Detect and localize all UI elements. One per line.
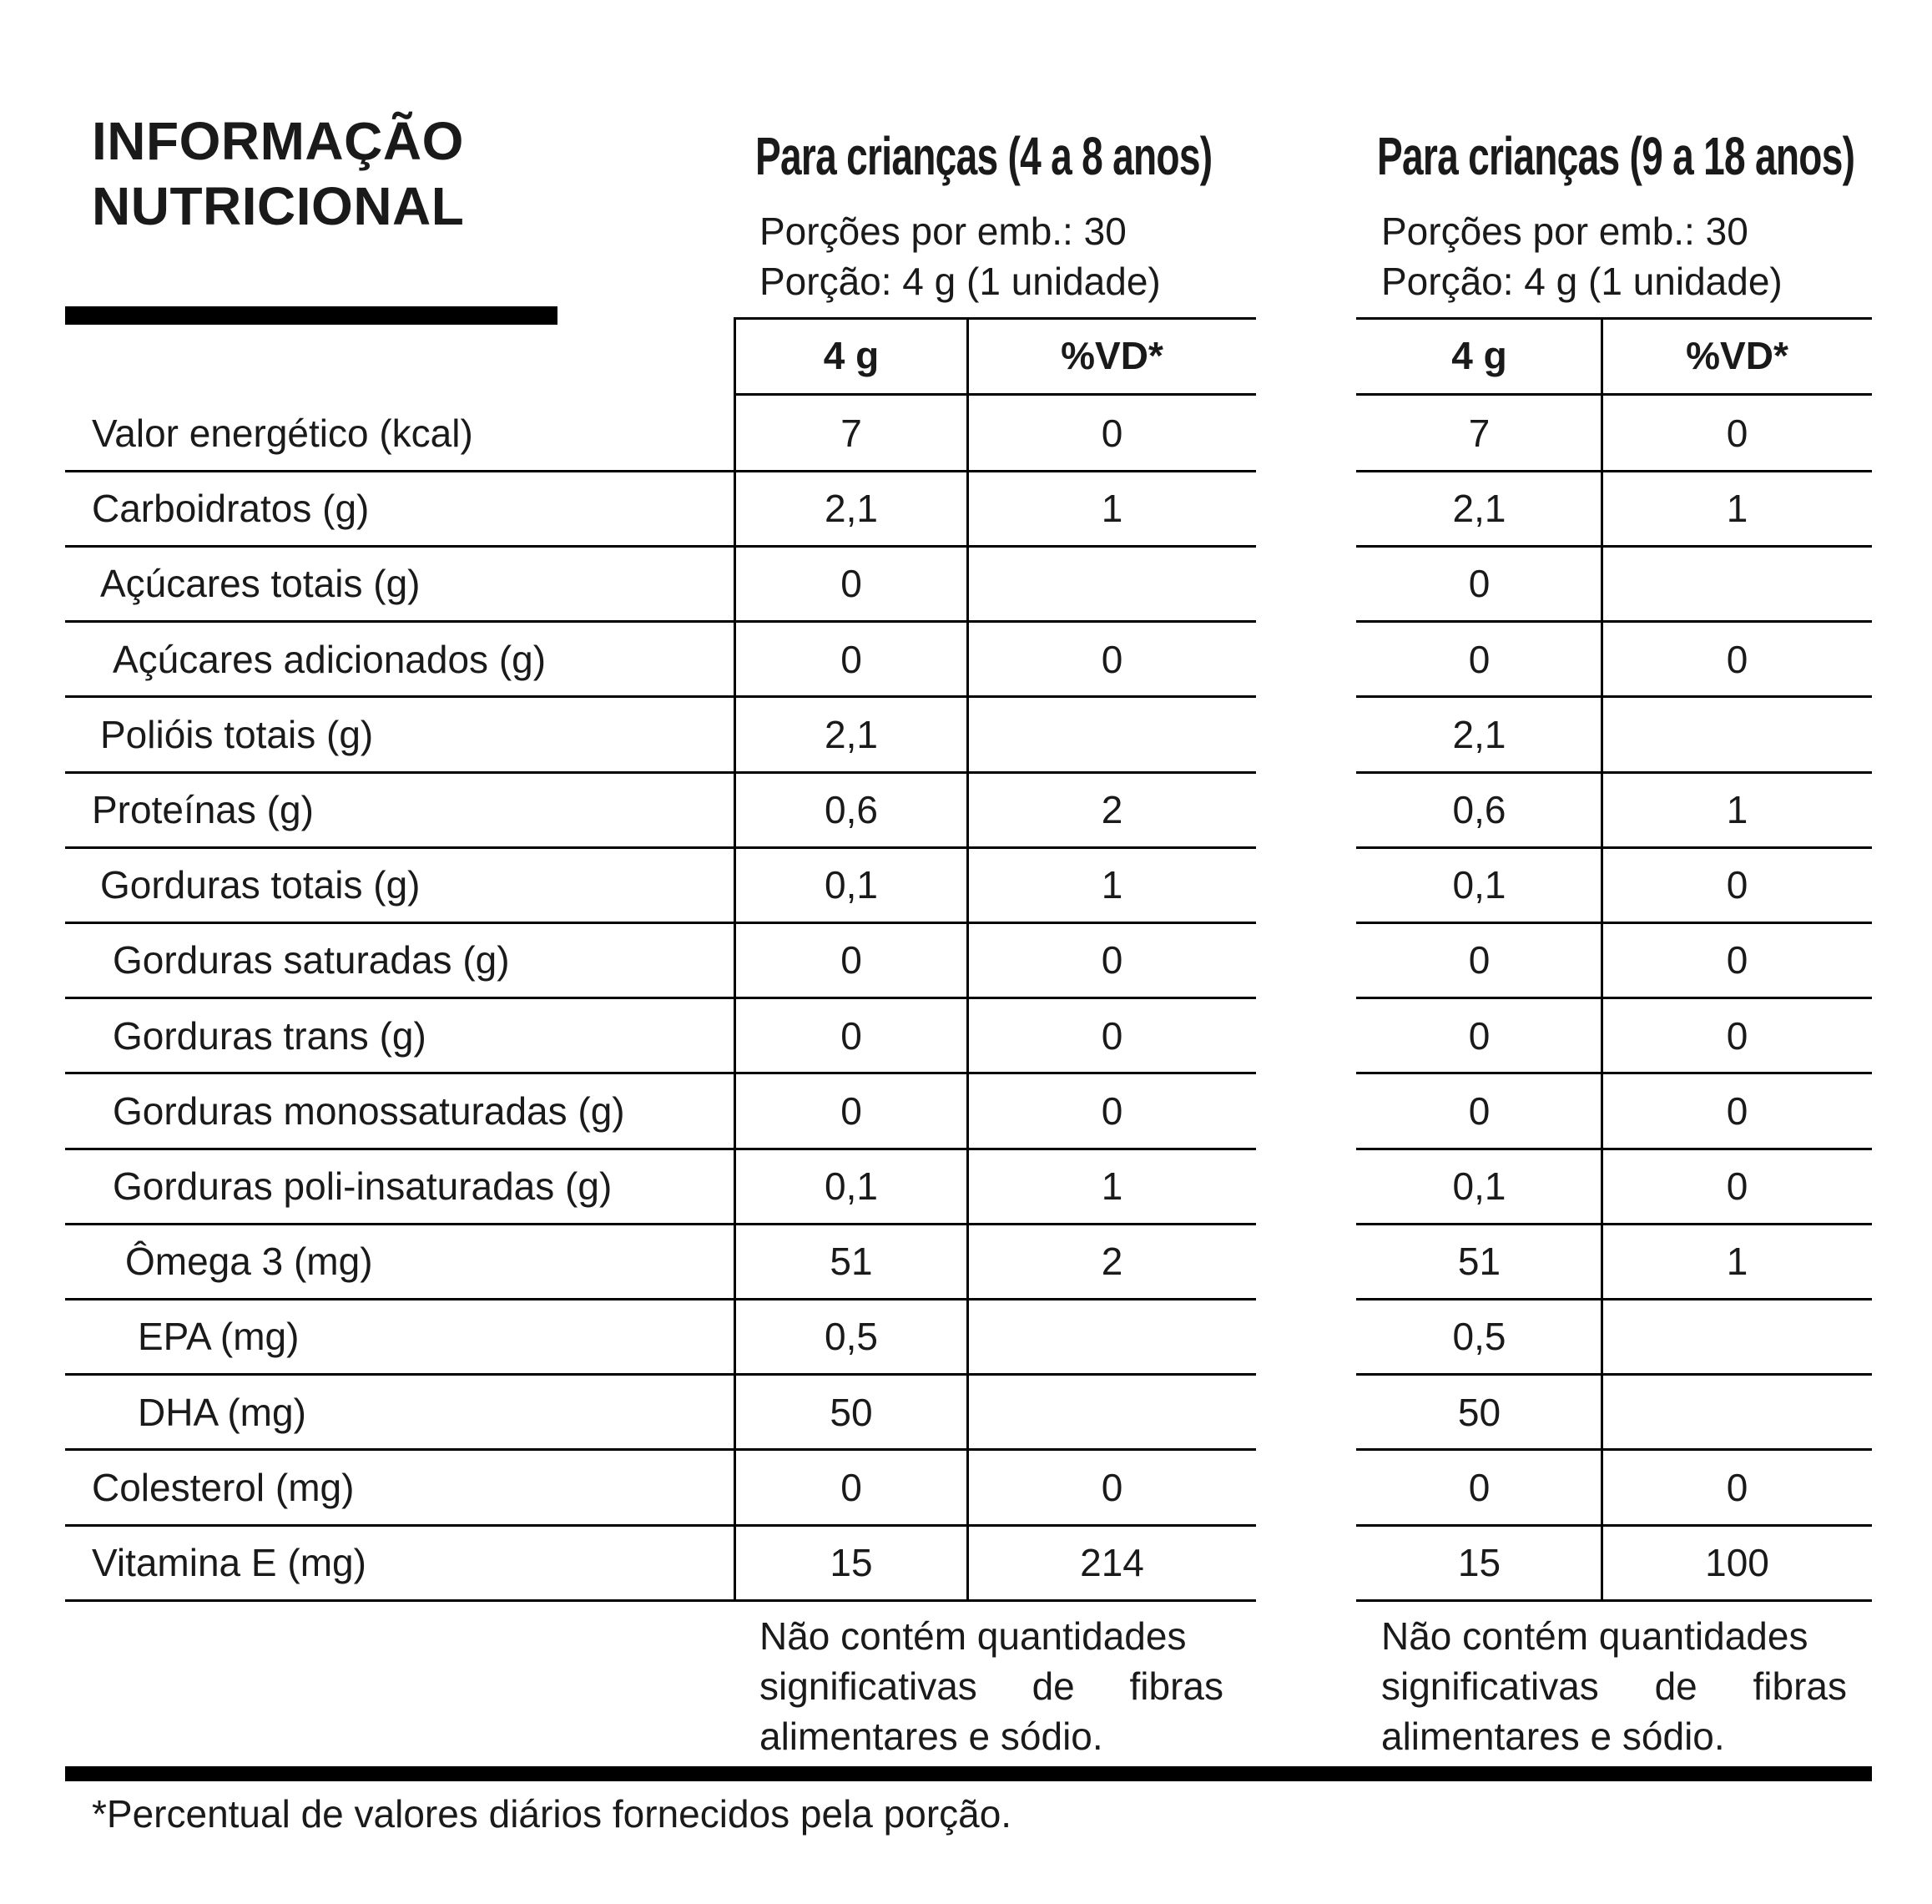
footnote: *Percentual de valores diários fornecidos pela porção.	[92, 1792, 1012, 1836]
dv-9-18	[1602, 1375, 1872, 1450]
nutrient-label: EPA (mg)	[138, 1315, 300, 1359]
title-underline-bar	[65, 306, 557, 325]
page-title	[92, 109, 464, 239]
dv-9-18: 100	[1705, 1541, 1769, 1585]
col-header-dv-4-8: %VD*	[1061, 334, 1163, 377]
amount-9-18: 0,1	[1452, 1164, 1506, 1209]
amount-9-18: 0,6	[1452, 788, 1506, 832]
dv-9-18: 0	[1726, 1013, 1748, 1058]
dv-4-8: 0	[1101, 1013, 1123, 1058]
amount-9-18: 2,1	[1452, 487, 1506, 531]
amount-4-8: 15	[830, 1541, 873, 1585]
note-9-18-line-3: alimentares e sódio.	[1381, 1715, 1725, 1758]
nutrient-label: Açúcares totais (g)	[100, 562, 421, 606]
amount-9-18: 7	[1468, 412, 1491, 456]
nutrient-label: Proteínas (g)	[92, 788, 314, 832]
portions-per-package-9-18: Porções por emb.: 30	[1381, 210, 1748, 253]
dv-9-18: 0	[1726, 938, 1748, 982]
note-4-8-line-2	[759, 1661, 1223, 1711]
amount-4-8: 2,1	[825, 487, 878, 531]
dv-9-18: 0	[1726, 1465, 1748, 1509]
amount-4-8: 0,5	[825, 1315, 878, 1359]
table-top-line-9-18	[1356, 317, 1872, 320]
group-heading-4-8: Para crianças (4 a 8 anos)	[755, 126, 1213, 186]
dv-9-18: 0	[1726, 637, 1748, 681]
dv-4-8: 2	[1101, 1240, 1123, 1284]
dv-4-8: 214	[1080, 1541, 1144, 1585]
nutrient-label: Gorduras trans (g)	[113, 1013, 426, 1058]
amount-9-18: 2,1	[1452, 712, 1506, 756]
amount-4-8: 7	[840, 412, 862, 456]
nutrient-label: Gorduras totais (g)	[100, 863, 421, 907]
amount-9-18: 0	[1468, 1465, 1491, 1509]
dv-4-8: 1	[1101, 1164, 1123, 1209]
amount-4-8: 0	[840, 562, 862, 606]
amount-9-18: 0	[1468, 1088, 1491, 1133]
note-4-8-line-2-text-word: de	[1032, 1664, 1075, 1708]
nutrient-label: Gorduras poli-insaturadas (g)	[113, 1164, 613, 1209]
row-separator-left	[65, 1599, 1256, 1602]
amount-4-8: 0,1	[825, 1164, 878, 1209]
nutrient-label: Valor energético (kcal)	[92, 412, 473, 456]
amount-4-8: 0,1	[825, 863, 878, 907]
col-header-amount-4-8: 4 g	[823, 334, 880, 377]
dv-9-18: 0	[1726, 863, 1748, 907]
dv-4-8	[968, 697, 1256, 772]
nutrient-label: Gorduras saturadas (g)	[113, 938, 510, 982]
nutrient-label: Açúcares adicionados (g)	[113, 637, 547, 681]
amount-9-18: 0,5	[1452, 1315, 1506, 1359]
nutrient-label: Vitamina E (mg)	[92, 1541, 366, 1585]
note-4-8-line-1: Não contém quantidades	[759, 1614, 1187, 1658]
dv-4-8: 0	[1101, 637, 1123, 681]
portion-size-4-8: Porção: 4 g (1 unidade)	[759, 260, 1161, 303]
dv-9-18: 0	[1726, 412, 1748, 456]
note-9-18-line-2-text-word: de	[1654, 1664, 1697, 1708]
amount-9-18: 0	[1468, 562, 1491, 606]
dv-9-18	[1602, 546, 1872, 621]
note-4-8-line-2-text-word: significativas	[759, 1664, 977, 1708]
nutrient-label: Ômega 3 (mg)	[125, 1240, 373, 1284]
note-4-8-line-3: alimentares e sódio.	[759, 1715, 1103, 1758]
note-4-8-line-2-text-word: fibras	[1129, 1664, 1223, 1708]
amount-4-8: 0	[840, 938, 862, 982]
amount-9-18: 0,1	[1452, 863, 1506, 907]
amount-4-8: 0	[840, 1013, 862, 1058]
amount-9-18: 51	[1457, 1240, 1501, 1284]
dv-4-8	[968, 1375, 1256, 1450]
note-9-18-line-2-text-word: fibras	[1753, 1664, 1847, 1708]
dv-4-8	[968, 546, 1256, 621]
col-header-amount-9-18: 4 g	[1451, 334, 1507, 377]
note-9-18	[1381, 1611, 1847, 1761]
dv-9-18: 1	[1726, 487, 1748, 531]
amount-4-8: 0	[840, 637, 862, 681]
bottom-bar	[65, 1766, 1872, 1781]
dv-4-8: 2	[1101, 788, 1123, 832]
amount-4-8: 0,6	[825, 788, 878, 832]
dv-4-8: 0	[1101, 412, 1123, 456]
nutrient-label: Gorduras monossaturadas (g)	[113, 1088, 625, 1133]
nutrient-label: Polióis totais (g)	[100, 712, 374, 756]
row-separator-right	[1356, 1599, 1872, 1602]
portions-per-package-4-8: Porções por emb.: 30	[759, 210, 1127, 253]
amount-4-8: 50	[830, 1390, 873, 1434]
dv-9-18: 0	[1726, 1164, 1748, 1209]
dv-9-18: 1	[1726, 788, 1748, 832]
dv-4-8: 1	[1101, 863, 1123, 907]
dv-9-18: 1	[1726, 1240, 1748, 1284]
note-4-8	[759, 1611, 1223, 1761]
amount-9-18: 0	[1468, 938, 1491, 982]
portion-size-9-18: Porção: 4 g (1 unidade)	[1381, 260, 1783, 303]
dv-4-8: 1	[1101, 487, 1123, 531]
nutrient-label: Carboidratos (g)	[92, 487, 370, 531]
amount-9-18: 0	[1468, 637, 1491, 681]
dv-4-8	[968, 1299, 1256, 1374]
dv-9-18	[1602, 697, 1872, 772]
dv-4-8: 0	[1101, 1465, 1123, 1509]
amount-4-8: 51	[830, 1240, 873, 1284]
amount-9-18: 0	[1468, 1013, 1491, 1058]
title-line-1: INFORMAÇÃO	[92, 111, 464, 171]
dv-4-8: 0	[1101, 1088, 1123, 1133]
note-9-18-line-2	[1381, 1661, 1847, 1711]
col-header-dv-9-18: %VD*	[1686, 334, 1788, 377]
note-9-18-line-2-text-word: significativas	[1381, 1664, 1599, 1708]
dv-9-18	[1602, 1299, 1872, 1374]
amount-4-8: 0	[840, 1465, 862, 1509]
table-top-line-4-8	[734, 317, 1256, 320]
nutrient-label: Colesterol (mg)	[92, 1465, 355, 1509]
amount-4-8: 2,1	[825, 712, 878, 756]
amount-9-18: 15	[1457, 1541, 1501, 1585]
dv-4-8: 0	[1101, 938, 1123, 982]
amount-9-18: 50	[1457, 1390, 1501, 1434]
dv-9-18: 0	[1726, 1088, 1748, 1133]
title-line-2: NUTRICIONAL	[92, 176, 465, 236]
note-9-18-line-1: Não contém quantidades	[1381, 1614, 1808, 1658]
nutrient-label: DHA (mg)	[138, 1390, 306, 1434]
group-heading-9-18: Para crianças (9 a 18 anos)	[1377, 126, 1855, 186]
amount-4-8: 0	[840, 1088, 862, 1133]
